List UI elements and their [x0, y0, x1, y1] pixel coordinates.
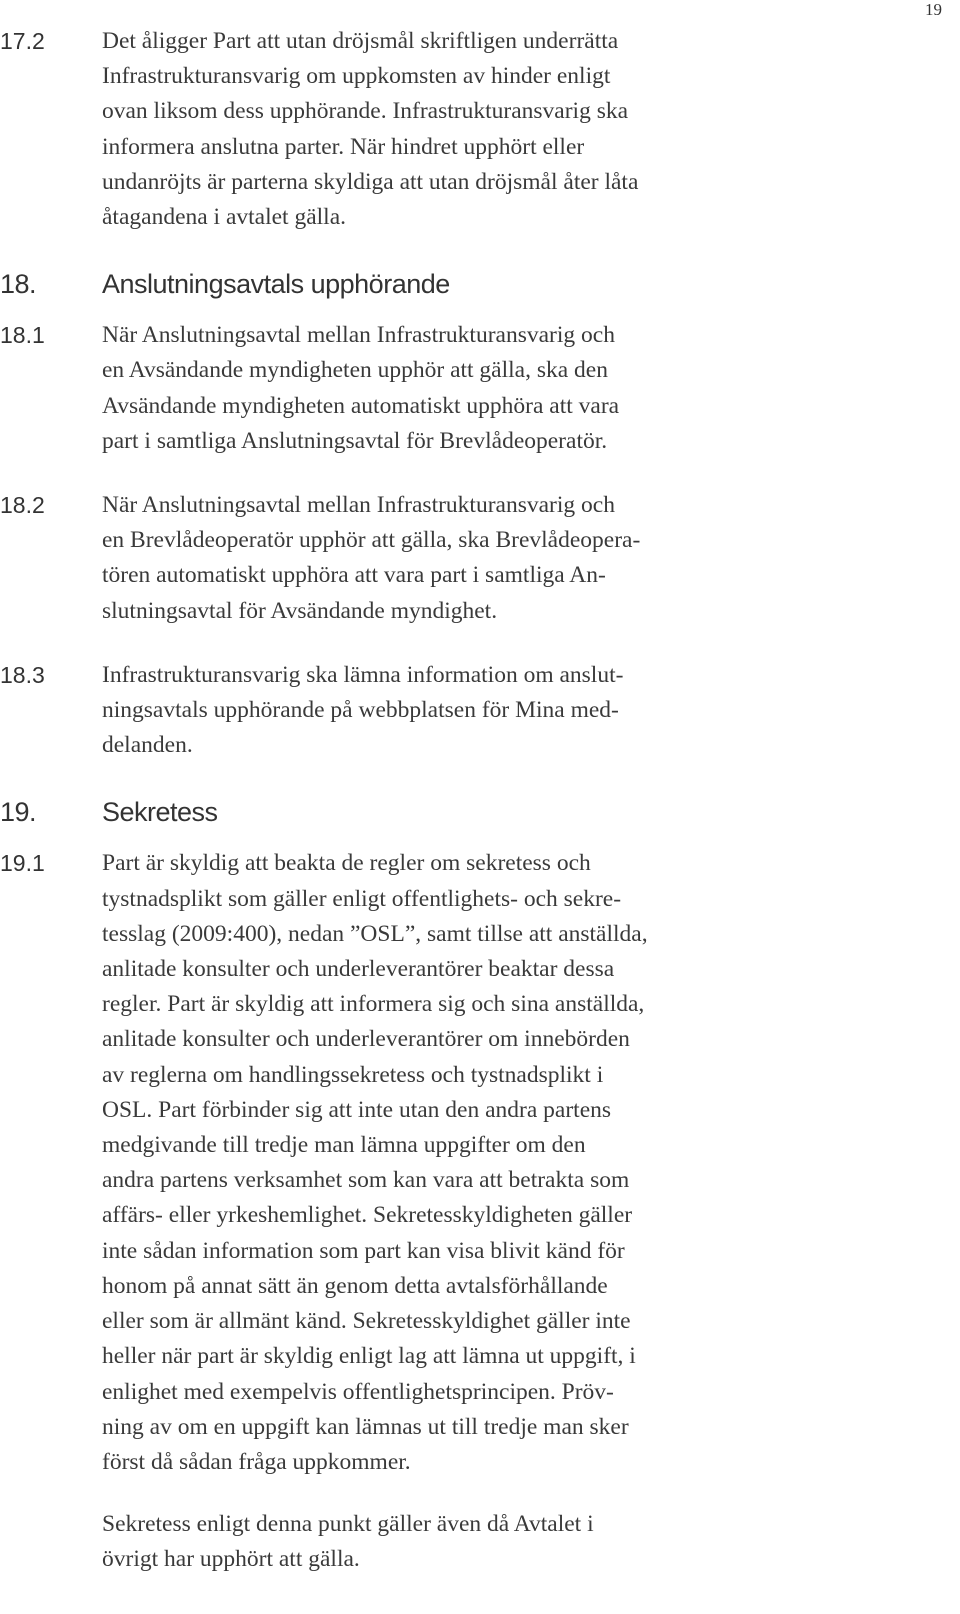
- paragraph-text: [102, 1507, 734, 1577]
- paragraph-number: 18.1: [0, 322, 45, 349]
- text-line: ovan liksom dess upphörande. Infrastrukturansvarig ska: [102, 98, 629, 125]
- paragraph-text: [102, 846, 734, 1480]
- text-line: eller som är allmänt känd. Sekretesskyldighet gäller inte: [102, 1308, 631, 1335]
- text-line: tören automatiskt upphöra att vara part i samtliga An-: [102, 562, 606, 589]
- text-line: affärs- eller yrkeshemlighet. Sekretesskyldigheten gäller: [102, 1202, 633, 1229]
- text-line: Avsändande myndigheten automatiskt upphöra att vara: [102, 392, 620, 419]
- text-line: ning av om en uppgift kan lämnas ut till tredje man sker: [102, 1413, 629, 1440]
- paragraph-number: 18.3: [0, 661, 45, 688]
- paragraph-text: [102, 318, 734, 459]
- section-number: 18.: [0, 269, 37, 300]
- text-line: Infrastrukturansvarig om uppkomsten av hinder enligt: [102, 63, 611, 90]
- text-line: en Brevlådeoperatör upphör att gälla, ska Brevlådeopera-: [102, 527, 641, 554]
- text-line: anlitade konsulter och underleverantörer beaktar dessa: [102, 956, 615, 983]
- text-line: Det åligger Part att utan dröjsmål skriftligen underrätta: [102, 28, 619, 54]
- section-heading-18: [0, 264, 960, 304]
- text-line: slutningsavtal för Avsändande myndighet.: [102, 597, 498, 624]
- paragraph-18-1: [0, 318, 960, 459]
- text-line: åtagandena i avtalet gälla.: [102, 204, 347, 231]
- paragraph-text: [102, 658, 734, 764]
- text-line: andra partens verksamhet som kan vara att betrakta som: [102, 1167, 630, 1194]
- paragraph-text: [102, 24, 734, 235]
- paragraph-text: [102, 488, 734, 629]
- text-line: informera anslutna parter. När hindret upphört eller: [102, 133, 585, 160]
- text-line: heller när part är skyldig enligt lag att lämna ut uppgift, i: [102, 1343, 636, 1370]
- text-line: undanröjts är parterna skyldiga att utan dröjsmål åter låta: [102, 168, 639, 195]
- text-line: honom på annat sätt än genom detta avtalsförhållande: [102, 1272, 608, 1299]
- text-line: en Avsändande myndigheten upphör att gälla, ska den: [102, 357, 608, 384]
- paragraph-17-2: [0, 24, 960, 235]
- text-line: övrigt har upphört att gälla.: [102, 1546, 360, 1573]
- paragraph-number: 17.2: [0, 28, 45, 54]
- section-title: Anslutningsavtals upphörande: [102, 269, 450, 300]
- text-line: anlitade konsulter och underleverantörer om innebörden: [102, 1026, 630, 1053]
- text-line: medgivande till tredje man lämna uppgifter om den: [102, 1132, 586, 1159]
- text-line: part i samtliga Anslutningsavtal för Brevlådeoperatör.: [102, 427, 608, 454]
- text-line: Sekretess enligt denna punkt gäller även då Avtalet i: [102, 1511, 594, 1538]
- page-number: 19: [925, 0, 942, 19]
- text-line: Infrastrukturansvarig ska lämna information om anslut-: [102, 661, 624, 688]
- document-body: [0, 24, 960, 1607]
- paragraph-18-2: [0, 488, 960, 629]
- text-line: inte sådan information som part kan visa blivit känd för: [102, 1237, 625, 1264]
- text-line: När Anslutningsavtal mellan Infrastrukturansvarig och: [102, 492, 615, 519]
- text-line: OSL. Part förbinder sig att inte utan den andra partens: [102, 1096, 612, 1123]
- section-number: 19.: [0, 797, 37, 828]
- text-line: tesslag (2009:400), nedan ”OSL”, samt tillse att anställda,: [102, 920, 648, 947]
- paragraph-18-3: [0, 658, 960, 764]
- section-title: Sekretess: [102, 797, 218, 828]
- text-line: tystnadsplikt som gäller enligt offentlighets- och sekre-: [102, 885, 622, 912]
- text-line: ningsavtals upphörande på webbplatsen för Mina med-: [102, 697, 619, 724]
- text-line: av reglerna om handlingssekretess och tystnadsplikt i: [102, 1061, 604, 1088]
- paragraph-number: 19.1: [0, 850, 45, 877]
- paragraph-number: 18.2: [0, 492, 45, 519]
- text-line: regler. Part är skyldig att informera sig och sina anställda,: [102, 991, 645, 1018]
- text-line: först då sådan fråga uppkommer.: [102, 1448, 411, 1475]
- paragraph-19-1: [0, 846, 960, 1480]
- text-line: enlighet med exempelvis offentlighetsprincipen. Pröv-: [102, 1378, 614, 1405]
- text-line: delanden.: [102, 732, 193, 759]
- paragraph-19-1-continued: [0, 1507, 960, 1577]
- text-line: När Anslutningsavtal mellan Infrastrukturansvarig och: [102, 322, 615, 349]
- section-heading-19: [0, 792, 960, 832]
- text-line: Part är skyldig att beakta de regler om sekretess och: [102, 850, 591, 877]
